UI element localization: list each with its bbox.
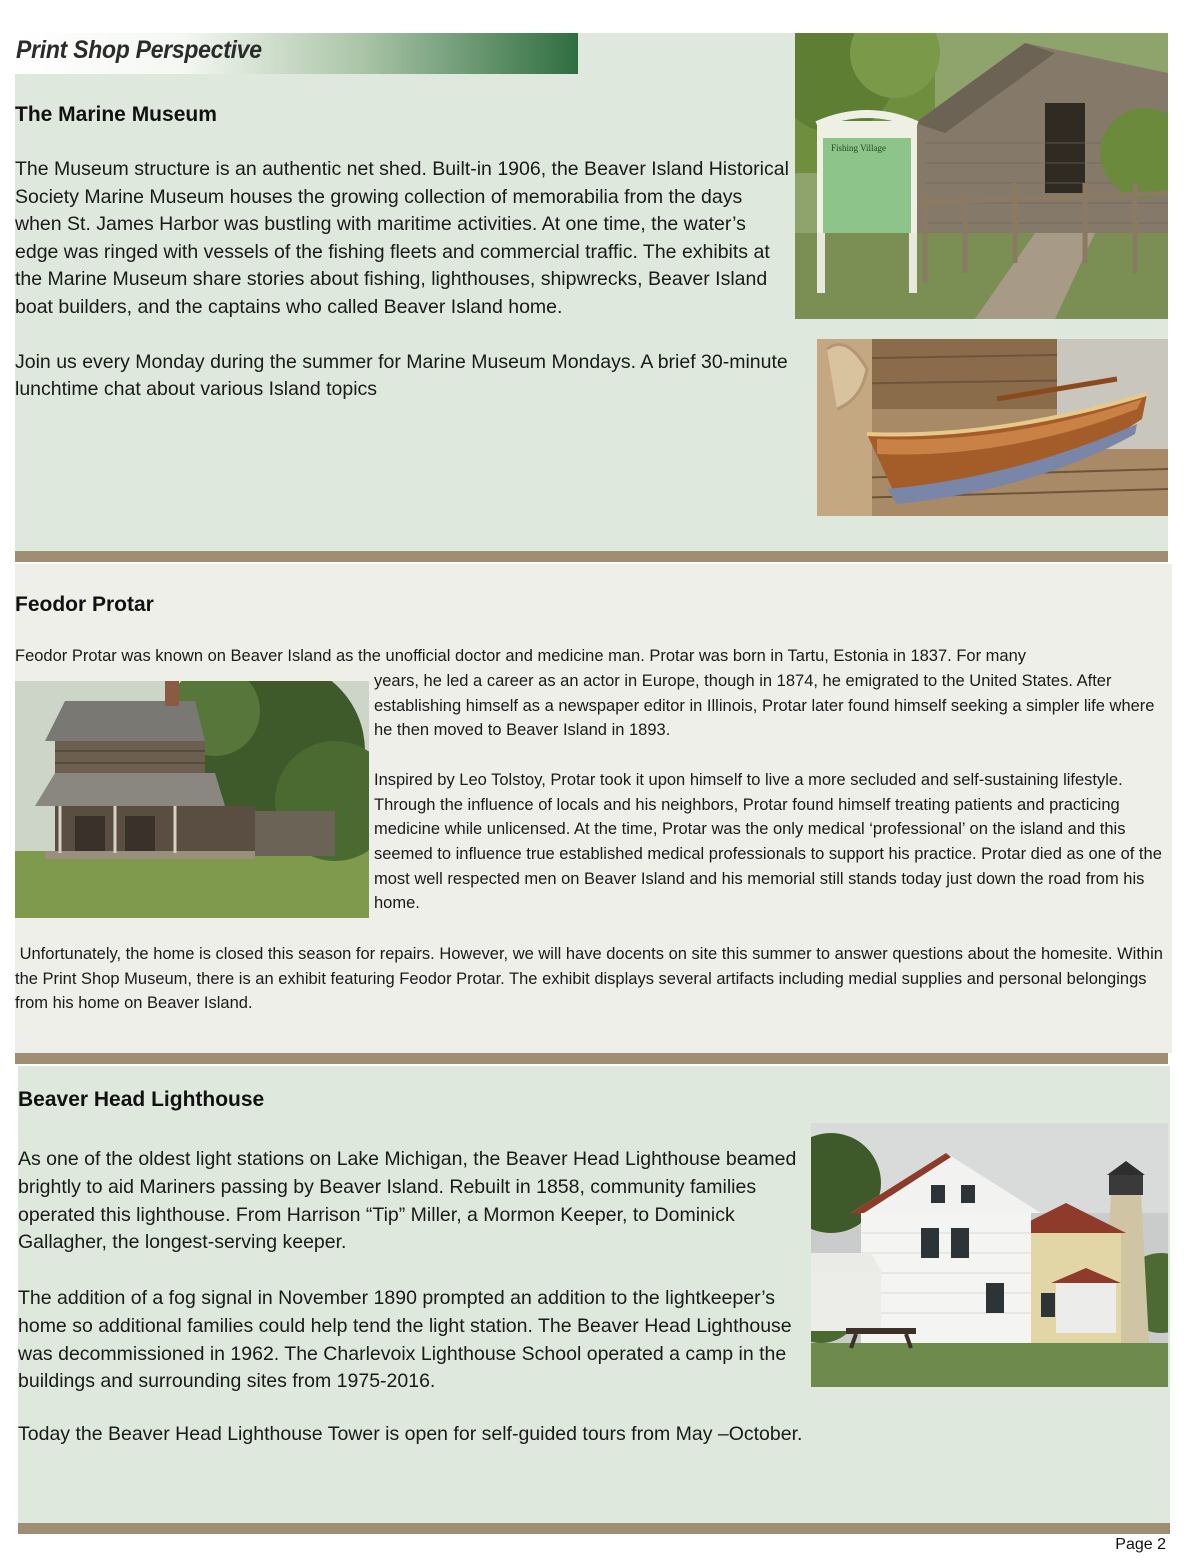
protar-title: Feodor Protar [15, 593, 154, 616]
section-divider [18, 1523, 1170, 1534]
sign-label: Fishing Village [831, 143, 887, 153]
wooden-boat-photo [817, 339, 1168, 516]
marine-museum-paragraph: Join us every Monday during the summer for Marine Museum Mondays. A brief 30-minute lunchtime chat about various Island topics [15, 350, 788, 400]
marine-museum-title: The Marine Museum [15, 103, 217, 126]
protar-intro-line: Feodor Protar was known on Beaver Island as the unofficial doctor and medicine man. Protar was born in Tartu, Estonia in 1837. For many [15, 647, 1027, 665]
section-divider [15, 1053, 1168, 1064]
lighthouse-closing-line: Today the Beaver Head Lighthouse Tower is open for self-guided tours from May –October. [18, 1423, 803, 1445]
lighthouse-paragraph: The addition of a fog signal in November 1890 prompted an addition to the lightkeeper’s home so additional families could help tend the light station. The Beaver Head Lighthouse was decommissioned in 1962. The Charlevoix Lighthouse School operated a camp in the buildings and surrounding sites from 1975-2016. [18, 1286, 792, 1393]
marine-museum-body [15, 156, 790, 404]
lighthouse-paragraph: As one of the oldest light stations on Lake Michigan, the Beaver Head Lighthouse beamed brightly to aid Mariners passing by Beaver Island. Rebuilt in 1858, community families operated this lighthouse. From Harrison “Tip” Miller, a Mormon Keeper, to Dominick Gallagher, the longest-serving keeper. [18, 1148, 797, 1254]
protar-home-photo [15, 681, 369, 918]
protar-paragraph: Inspired by Leo Tolstoy, Protar took it upon himself to live a more secluded and self-sustaining lifestyle. Through the influence of locals and his neighbors, Protar found himself treating patients and practicing medicine while unlicensed. At the time, Protar was the only medical ‘professional’ on the island and this seemed to influence true established medical professionals to support his practice. Protar died as one of the most well respected men on Beaver Island and his memorial still stands today just down the road from his home. [374, 770, 1162, 913]
lighthouse-body [18, 1146, 810, 1396]
lighthouse-title: Beaver Head Lighthouse [18, 1088, 265, 1111]
net-shed-photo [795, 33, 1168, 319]
protar-closing-paragraph: Unfortunately, the home is closed this season for repairs. However, we will have docents on site this summer to answer questions about the homesite. Within the Print Shop Museum, there is an exhibit featuring Feodor Protar. The exhibit displays several artifacts including medial supplies and personal belongings from his home on Beaver Island. [15, 945, 1168, 1013]
page-header-title: Print Shop Perspective [16, 36, 262, 64]
lighthouse-photo [811, 1123, 1168, 1387]
protar-paragraph: years, he led a career as an actor in Europe, though in 1874, he emigrated to the United States. After establishing himself as a newspaper editor in Illinois, Protar later found himself seeking a simpler life where he then moved to Beaver Island in 1893. [374, 672, 1155, 740]
section-divider [15, 551, 1168, 562]
marine-museum-paragraph: The Museum structure is an authentic net shed. Built-in 1906, the Beaver Island Historical Society Marine Museum houses the growing collection of memorabilia from the days when St. James Harbor was bustling with maritime activities. At one time, the water’s edge was ringed with vessels of the fishing fleets and commercial traffic. The exhibits at the Marine Museum share stories about fishing, lighthouses, shipwrecks, Beaver Island boat builders, and the captains who called Beaver Island home. [15, 158, 789, 318]
protar-wrap-text [374, 669, 1172, 916]
page-number: Page 2 [1115, 1536, 1166, 1553]
